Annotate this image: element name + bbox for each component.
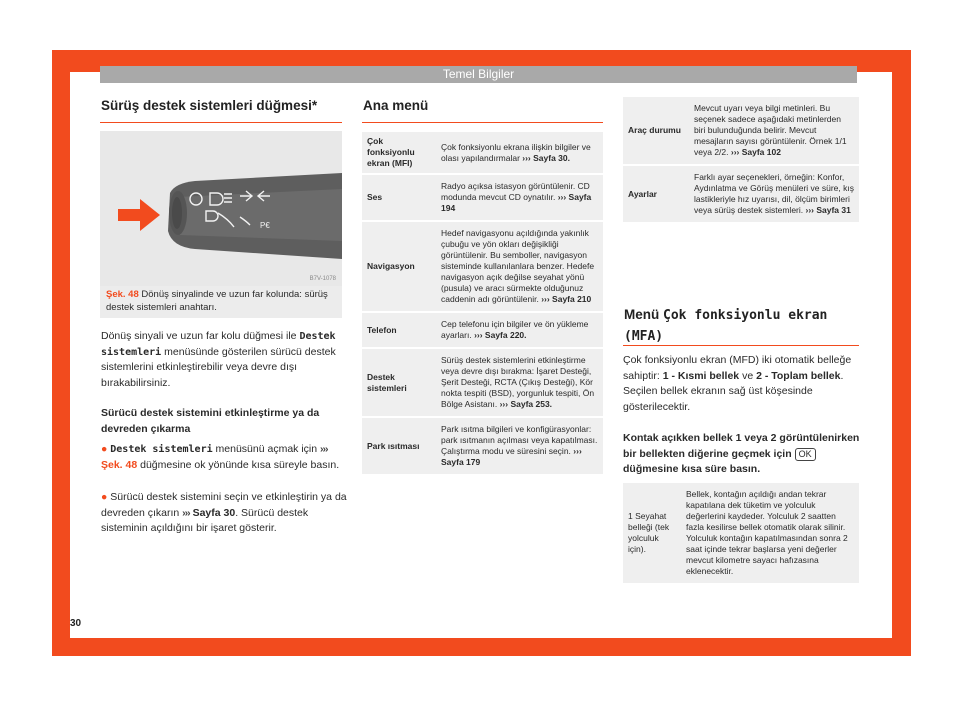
main-menu-table-cont (623, 97, 859, 222)
menu-row-text: Hedef navigasyonu açıldığında yakınlık çubuğu ve yön okları değişikliği görüntülenir. Bu semboller, navigasyon sisteminde kullanılanlara benzer. Hedefe navigasyon açık değilse seyahat yönü (pusula) ve aracı sürmekte olduğunuz caddenin adı görüntülenir. (441, 228, 595, 304)
menu-row (362, 222, 603, 311)
page-reference-link[interactable]: ››› Sayfa 179 (441, 446, 582, 467)
menu-row-text: Farklı ayar seçenekleri, örneğin: Konfor, Aydınlatma ve Görüş menüleri ve süre, kış lastikleriyle hız uyarısı, dil, ölçüm birimleri veya sürüş destek sistemleri. (694, 172, 854, 215)
memory-table (623, 483, 859, 583)
section-title-main-menu: Ana menü (363, 98, 429, 113)
step2-text-1: Sürücü destek sistemini seçin ve etkinleştirin ya da devreden çıkarın (101, 491, 347, 519)
menu-row (623, 166, 859, 222)
step-2 (101, 490, 347, 537)
step2-text-2: . Sürücü destek sisteminin açıldığını bir işaret gösterir. (101, 506, 309, 534)
section-title-driver-assist: Sürüş destek sistemleri düğmesi* (101, 98, 318, 113)
menu-row (362, 175, 603, 220)
menu-row-description (436, 175, 603, 220)
page-reference-link[interactable]: ››› Sayfa 253. (499, 399, 553, 409)
menu-row-key: Telefon (362, 313, 436, 347)
menu-row (362, 313, 603, 347)
intro-text-1: Dönüş sinyali ve uzun far kolu düğmesi ile (101, 330, 297, 342)
intro-text-2: menüsünde gösterilen sürücü destek sistemlerini etkinleştirebilir veya devre dışı bırakabilirsiniz. (101, 345, 336, 389)
menu-row-description (436, 222, 603, 311)
menu-row-text: Park ısıtma bilgileri ve konfigürasyonlar: park ısıtmanın açılması veya kapatılması. Çalıştırma modu ve süresini seçin. (441, 424, 598, 456)
menu-row-key: Navigasyon (362, 222, 436, 311)
page-reference-link[interactable]: ››› Sayfa 220. (474, 330, 527, 340)
menu-row-text: Cep telefonu için bilgiler ve ön yükleme ayarları. (441, 319, 589, 340)
figure-caption-label: Şek. 48 (106, 289, 139, 300)
section-rule (362, 122, 603, 123)
menu-row-description (689, 166, 859, 222)
howto-title: Sürücü destek sistemini etkinleştirme ya da devreden çıkarma (101, 407, 320, 435)
ignition-title-text: Kontak açıkken bellek 1 veya 2 görüntülenirken bir bellekten diğerine geçmek için (623, 432, 860, 460)
figure-caption-text: Dönüş sinyalinde ve uzun far kolunda: sürüş destek sistemleri anahtarı. (106, 289, 328, 313)
bullet-icon: ● (101, 491, 108, 503)
mfa-intro-paragraph (623, 353, 861, 415)
mfa-intro-text-1: Çok fonksiyonlu ekran (MFD) iki otomatik belleğe sahiptir: (623, 354, 852, 382)
menu-row-description (689, 97, 859, 164)
header-band: Temel Bilgiler (100, 66, 857, 83)
page-reference-link[interactable]: ››› Sayfa 30. (522, 152, 570, 163)
section-rule (100, 122, 342, 123)
page-reference-link[interactable]: ››› Sayfa 102 (730, 147, 781, 157)
menu-title-mono: Çok fonksiyonlu ekran (MFA) (624, 308, 828, 344)
menu-row (362, 418, 603, 474)
page-reference-link[interactable]: ››› Sayfa 194 (441, 192, 592, 213)
menu-row-key: Çok fonksiyonlu ekran (MFI) (362, 132, 436, 173)
section-rule (623, 345, 859, 346)
menu-row-description (436, 132, 603, 173)
bullet-icon: ● (101, 443, 108, 455)
mfa-menu-title (624, 305, 864, 347)
page-reference-link[interactable]: ››› Sayfa 210 (541, 294, 592, 304)
step2-page-link[interactable]: Sayfa 30 (192, 506, 236, 519)
menu-row-description (436, 313, 603, 347)
total-memory-label: 2 - Toplam bellek (756, 369, 841, 382)
menu-row-key: Park ısıtması (362, 418, 436, 474)
menu-row-key: Araç durumu (623, 97, 689, 164)
menu-row (623, 97, 859, 164)
menu-row (362, 132, 603, 173)
menu-row-description (436, 418, 603, 474)
step1-figure-link[interactable]: Şek. 48 (101, 458, 138, 471)
menu-row (362, 349, 603, 416)
partial-memory-label: 1 - Kısmi bellek (662, 369, 740, 382)
menu-row-key: Ses (362, 175, 436, 220)
memory-row-key: 1 Seyahat belleği (tek yolculuk için). (623, 483, 681, 583)
mfa-intro-text-2: ve (742, 369, 754, 382)
memory-row (623, 483, 859, 583)
ignition-title-end: düğmesine kısa süre basın. (623, 463, 761, 475)
menu-row-text: Radyo açıksa istasyon görüntülenir. CD modunda mevcut CD oynatılır. (441, 181, 590, 202)
figure-caption (100, 286, 342, 318)
step1-text-1: menüsünü açmak için (215, 443, 318, 455)
ok-button-icon: OK (795, 448, 816, 461)
mfa-intro-text-3: . Seçilen bellek ekranın sağ üst köşesinde gösterilecektir. (623, 369, 844, 413)
menu-row-description (436, 349, 603, 416)
page-number: 30 (70, 618, 82, 629)
ref-arrow-icon: ››› (182, 506, 190, 519)
menu-row-text: Çok fonksiyonlu ekrana ilişkin bilgiler ve olası yapılandırmalar (441, 141, 591, 163)
intro-paragraph (101, 329, 347, 391)
menu-row-text: Mevcut uyarı veya bilgi metinleri. Bu seçenek sadece aşağıdaki metinlerden biri bulunduğunda belirir. Mevcut mesajların sayısı görüntülenir. Örnek 1/1 veya 2/2. (694, 103, 847, 157)
step-1 (101, 442, 347, 473)
menu-title-word: Menü (624, 307, 660, 322)
turn-signal-stalk-illustration (100, 131, 342, 286)
menu-name-mono: Destek sistemleri (101, 331, 336, 358)
menu-row-key: Destek sistemleri (362, 349, 436, 416)
stalk-figure (100, 131, 342, 286)
step1-text-2: düğmesine ok yönünde kısa süreyle basın. (140, 458, 340, 471)
memory-row-text: Bellek, kontağın açıldığı andan tekrar kapatılana dek tüketim ve yolculuk değerlerini kaydeder. Yolculuk 2 saatten fazla kesilirse bellek otomatik olarak silinir. Yolculuk kontağın kapatılmasından sonra 2 saat içinde tekrar başlarsa yeni değerler mevcut kilometre sayacı hafızasına eklenecektir. (681, 483, 859, 583)
main-menu-table (362, 132, 603, 474)
ref-arrow-icon: ››› (320, 443, 328, 455)
menu-row-key: Ayarlar (623, 166, 689, 222)
svg-text:P€: P€ (260, 221, 270, 230)
step1-menu-name: Destek sistemleri (110, 444, 213, 455)
menu-row-text: Sürüş destek sistemlerini etkinleştirme veya devre dışı bırakma: İşaret Desteği, Şerit Desteği, RCTA (Çıkış Desteği), Kör nokta tespiti (BSD), yorgunluk tespiti, Ön Bölge Asistanı. (441, 355, 595, 409)
figure-code: B7V-1078 (309, 276, 336, 282)
ignition-title (623, 431, 861, 478)
page-reference-link[interactable]: ››› Sayfa 31 (805, 205, 851, 215)
